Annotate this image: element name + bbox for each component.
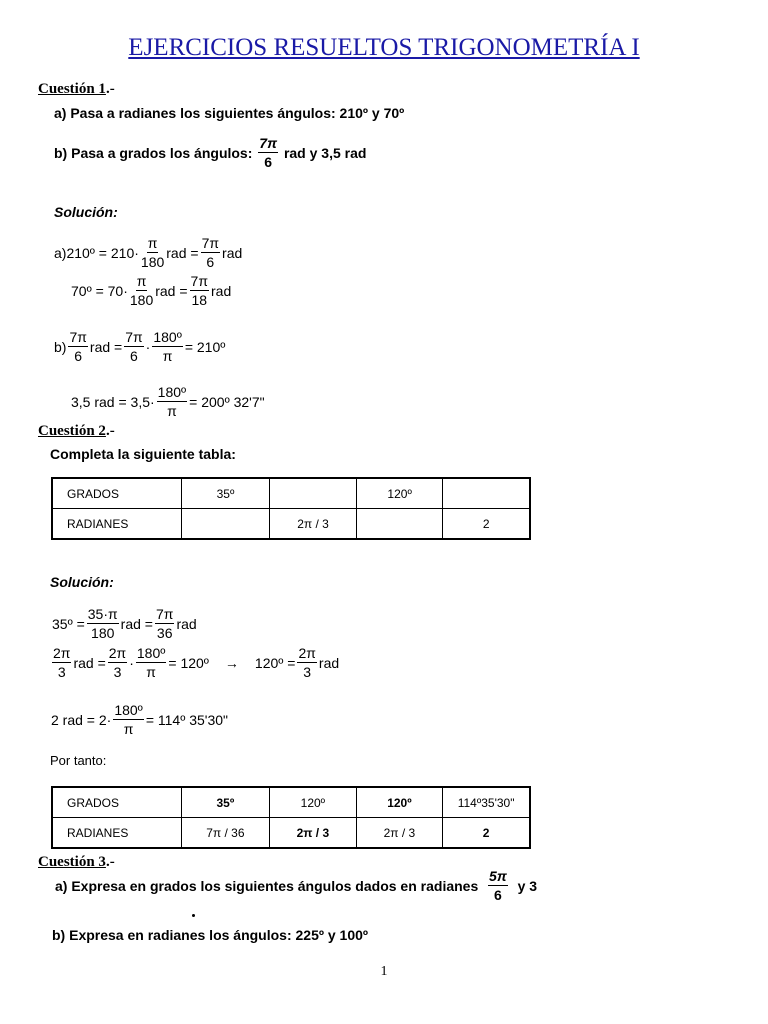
table-cell: 2π / 3 — [270, 818, 357, 849]
table-cell: 7π / 36 — [181, 818, 269, 849]
document-title: EJERCICIOS RESUELTOS TRIGONOMETRÍA I — [128, 34, 640, 61]
solution-1-line-3: b) $\frac{7\pi}{6}$ rad = $\frac{7\pi}{6}$ · $\frac{\text{180º}}{\pi}$ = 210º — [54, 329, 226, 364]
arrow-right-icon: → — [224, 654, 239, 671]
stray-dot — [192, 914, 195, 917]
table-cell: RADIANES — [52, 509, 181, 540]
table-cell: 2π / 3 — [356, 818, 443, 849]
question-3b-text: b) Expresa en radianes los ángulos: 225º y 100º — [52, 927, 369, 943]
table-cell: 120º — [356, 478, 443, 509]
solution-label-2: Solución: — [50, 574, 114, 590]
table-cell: 114º35'30" — [443, 787, 530, 818]
solution-2-line-2: $\frac{2\pi}{3}$ rad = $\frac{2\pi}{3}$ · $\frac{\text{180º}}{\pi}$ = 120º → 120º = $\frac{2\pi}{3}$ rad — [53, 645, 340, 680]
table-cell: 2 — [443, 509, 530, 540]
solution-label-1: Solución: — [54, 204, 118, 220]
solution-2-line-3: 2 rad = 2· $\frac{\text{180º}}{\pi}$ = 114º 35'30" — [51, 702, 228, 737]
table-cell: 120º — [270, 787, 357, 818]
solution-2-line-1: 35º = $\frac{35\cdot\pi}{180}$ rad = $\frac{7\pi}{36}$ rad — [52, 606, 197, 641]
degrees-radians-table-complete — [51, 786, 531, 849]
question-1b-text: b) Pasa a grados los ángulos: $\frac{7\pi}{6}$ rad y 3,5 rad — [54, 135, 367, 170]
table-cell — [356, 509, 443, 540]
table-cell: 2 — [443, 818, 530, 849]
table-cell: 120º — [356, 787, 443, 818]
question-1-heading: Cuestión 1.- — [38, 81, 115, 97]
table-row — [52, 478, 530, 509]
question-1a-text: a) Pasa a radianes los siguientes ángulos: 210º y 70º — [54, 105, 405, 121]
solution-1-line-1: a)210º = 210· $\frac{\pi}{180}$ rad = $\frac{7\pi}{6}$ rad — [54, 235, 243, 270]
table-cell: RADIANES — [52, 818, 181, 849]
table-row — [52, 787, 530, 818]
table-row — [52, 818, 530, 849]
table-cell — [270, 478, 357, 509]
table-row — [52, 509, 530, 540]
question-2-instruction: Completa la siguiente tabla: — [50, 446, 236, 462]
table-cell: 35º — [181, 478, 270, 509]
question-3a-text: a) Expresa en grados los siguientes ángulos dados en radianes $\frac{5\pi}{6}$ y 3 — [55, 868, 538, 903]
degrees-radians-table-empty — [51, 477, 531, 540]
therefore-label: Por tanto: — [50, 753, 107, 768]
table-cell: 35º — [181, 787, 269, 818]
table-cell — [443, 478, 530, 509]
page-number: 1 — [380, 964, 388, 979]
table-cell — [181, 509, 270, 540]
question-3-heading: Cuestión 3.- — [38, 854, 115, 870]
table-cell: GRADOS — [52, 787, 181, 818]
question-2-heading: Cuestión 2.- — [38, 423, 115, 439]
table-cell: GRADOS — [52, 478, 181, 509]
table-cell: 2π / 3 — [270, 509, 357, 540]
fraction: $\frac{7\pi}{6}$ — [259, 135, 278, 170]
solution-1-line-2: 70º = 70· $\frac{\pi}{180}$ rad = $\frac{7\pi}{18}$ rad — [71, 273, 232, 308]
solution-1-line-4: 3,5 rad = 3,5· $\frac{\text{180º}}{\pi}$ = 200º 32'7" — [71, 384, 265, 419]
